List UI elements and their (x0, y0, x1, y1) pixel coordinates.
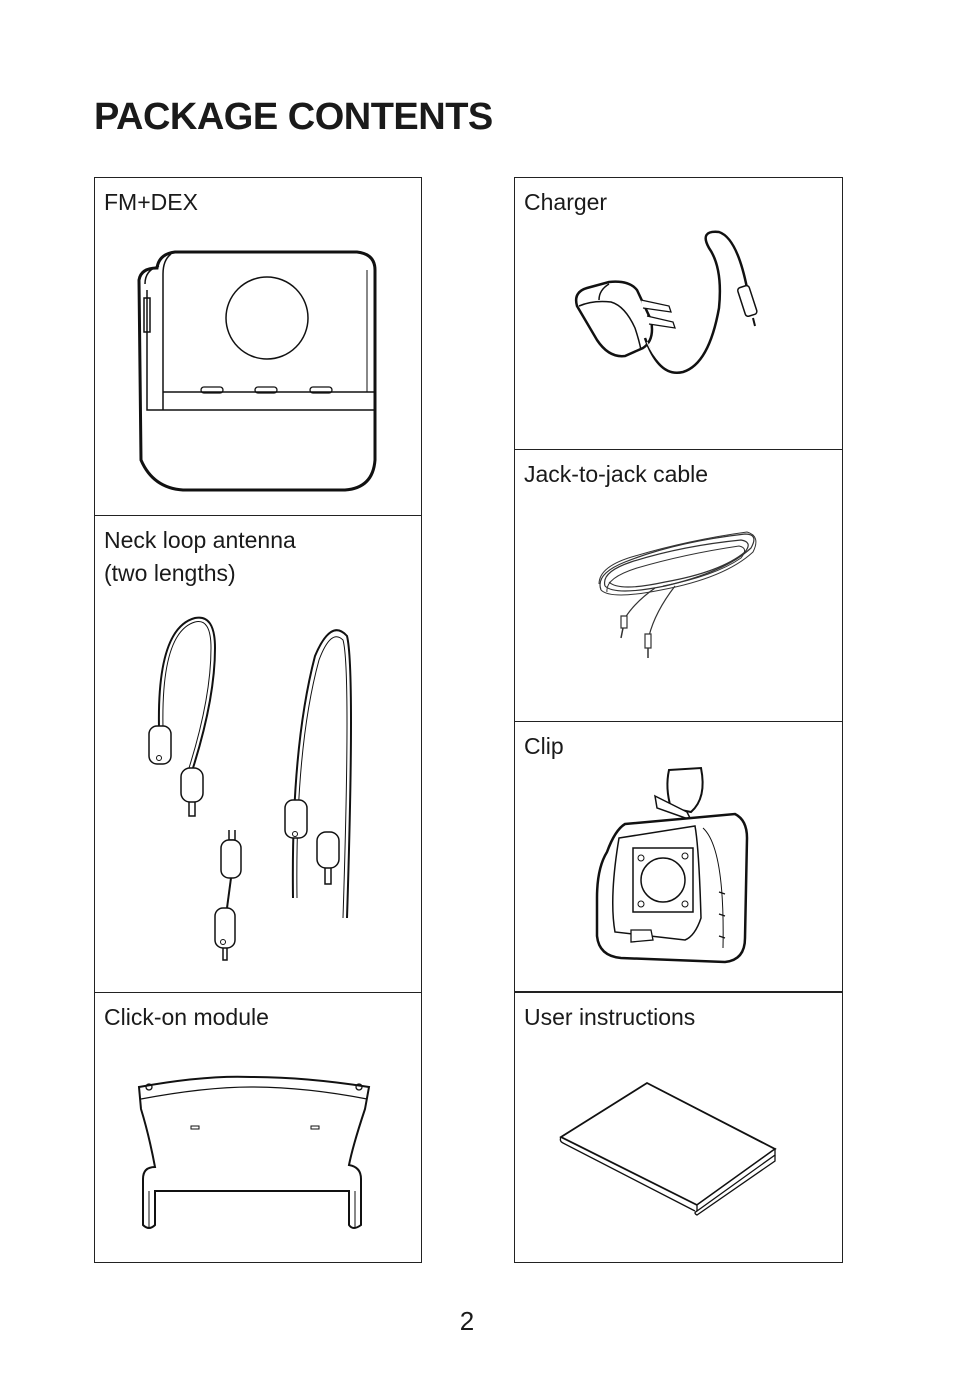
clip-icon (595, 768, 765, 968)
item-jack-to-jack-cable (514, 449, 843, 722)
item-label: Click-on module (104, 1004, 269, 1030)
item-label: Jack-to-jack cable (524, 461, 709, 487)
booklet-icon (559, 1081, 789, 1221)
charger-icon (569, 228, 769, 388)
page-title: PACKAGE CONTENTS (94, 96, 493, 138)
item-label: Charger (524, 189, 608, 215)
item-label-line-2: (two lengths) (104, 560, 236, 586)
page-number: 2 (459, 1306, 475, 1336)
item-label: FM+DEX (104, 189, 198, 215)
item-label: Clip (524, 733, 564, 759)
item-fm-dex (94, 177, 422, 516)
item-click-on-module (94, 992, 422, 1263)
item-label-line-1: Neck loop antenna (104, 527, 296, 553)
jack-cable-icon (595, 522, 765, 662)
fm-dex-receiver-icon (135, 250, 385, 500)
item-charger (514, 177, 843, 450)
item-label: User instructions (524, 1004, 696, 1030)
item-clip (514, 721, 843, 992)
item-neck-loop-antenna (94, 515, 422, 993)
item-user-instructions (514, 992, 843, 1263)
click-on-module-icon (135, 1075, 375, 1235)
item-label (104, 524, 296, 590)
neck-loop-antenna-icon (135, 608, 375, 968)
